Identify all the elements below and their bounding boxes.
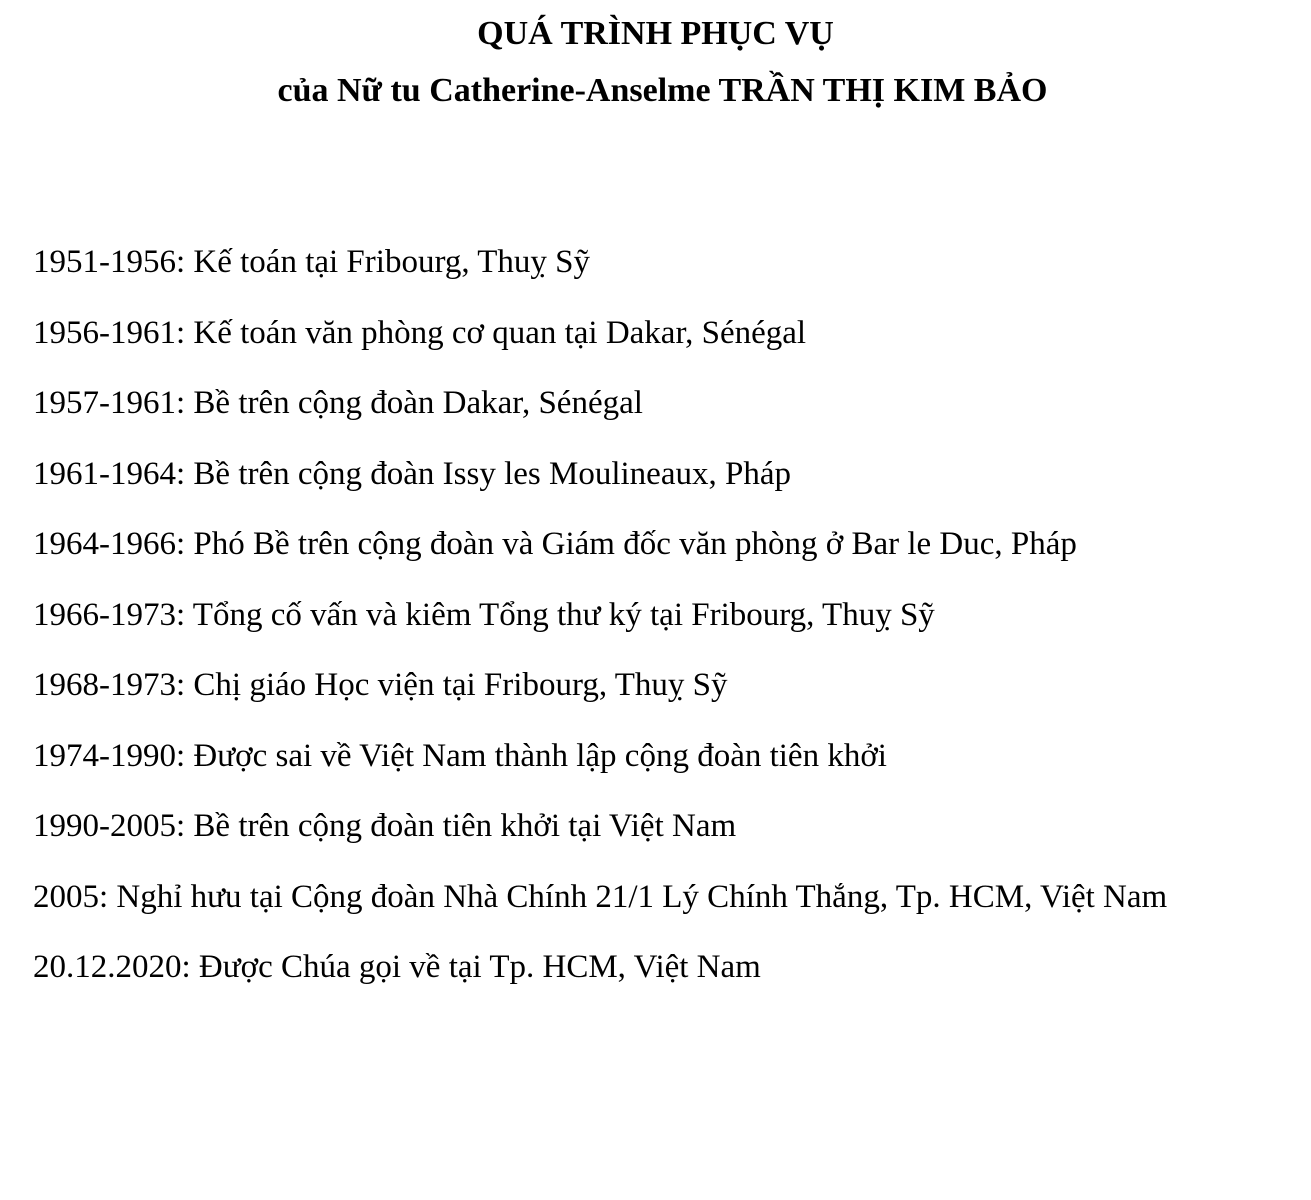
history-entry: 1974-1990: Được sai về Việt Nam thành lập cộng đoàn tiên khởi: [33, 737, 887, 774]
history-entry: 20.12.2020: Được Chúa gọi về tại Tp. HCM, Việt Nam: [33, 949, 761, 985]
service-history-list: [33, 242, 1167, 1018]
history-entry: 1964-1966: Phó Bề trên cộng đoàn và Giám đốc văn phòng ở Bar le Duc, Pháp: [33, 526, 1077, 562]
document-title: QUÁ TRÌNH PHỤC VỤ: [477, 15, 834, 52]
history-entry: 1957-1961: Bề trên cộng đoàn Dakar, Sénégal: [33, 385, 643, 421]
document-subtitle: của Nữ tu Catherine-Anselme TRẦN THỊ KIM BẢO: [277, 72, 1048, 109]
history-entry: 1966-1973: Tổng cố vấn và kiêm Tổng thư ký tại Fribourg, Thuỵ Sỹ: [33, 596, 935, 633]
history-entry: 1968-1973: Chị giáo Học viện tại Fribourg, Thuỵ Sỹ: [33, 667, 728, 703]
history-entry: 1961-1964: Bề trên cộng đoàn Issy les Moulineaux, Pháp: [33, 455, 791, 492]
history-entry: 2005: Nghỉ hưu tại Cộng đoàn Nhà Chính 21/1 Lý Chính Thắng, Tp. HCM, Việt Nam: [33, 878, 1168, 915]
history-entry: 1951-1956: Kế toán tại Fribourg, Thuỵ Sỹ: [33, 244, 591, 280]
history-entry: 1990-2005: Bề trên cộng đoàn tiên khởi tại Việt Nam: [33, 808, 737, 844]
history-entry: 1956-1961: Kế toán văn phòng cơ quan tại Dakar, Sénégal: [33, 314, 807, 351]
